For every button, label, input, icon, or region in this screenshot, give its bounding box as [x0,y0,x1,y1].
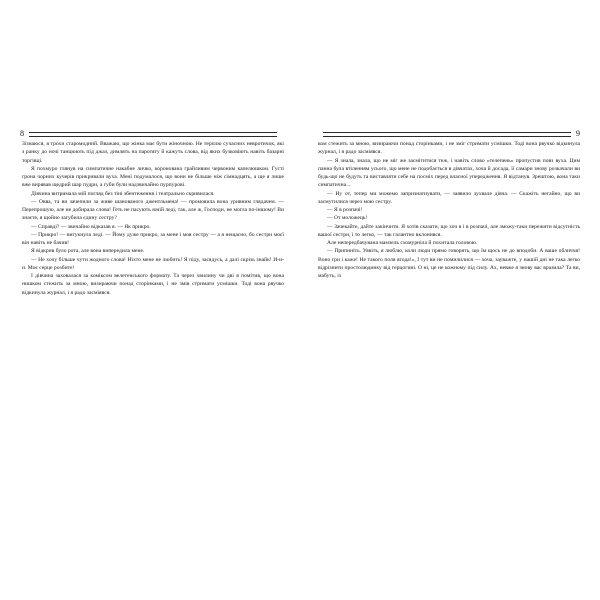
paragraph: — Овва, та ви зачепили за живе шанованого джентльмена! — промовила вона уривним глядачем. — Перепрошую, але не добирала слова! Геть не пасують юній леді, так, але ж, Господи, не могла по-іншому! Ви знаєте, я щойно загубила єдину сестру? [22,198,284,222]
paragraph: Зізнаюся, я трохи старомодний. Вважаю, що жінка має бути жіночною. Не терплю сучасних невротичок, які з ранку до ночі танцюють під джаз, димлять на паротягу й кажуть слова, від яких бузковіють навіть базарні торгівці. [22,141,284,164]
paragraph: — Ну от, тепер ми можемо запризнатиувати, — заявило зухвале дівча. — Скажіть негайно, що ви засмутилися через мою сестру. [318,190,580,205]
paragraph: ком стежить за мною, визираючи понад сторінками, і не зміг стримати усмішки. Тоді вона рвучко відкинула журнал, і я радо засміявся. [318,141,580,156]
paragraph: — Справді? — звичайно відказав я. — Як прикро. [31,223,151,230]
paragraph: — Не хочу більше чути жодного слова! Ніхто мене не любить! Я піду, засядусь, а далі скрізь знайк! И-и-и. Моє серце розбите! [22,256,284,271]
paragraph: Я відкрив було рота, але вона випередила мене. [31,248,145,255]
header-rule-left [29,132,277,137]
paragraph: — От моложець! [327,215,368,222]
paragraph: — Прикро! — вигукнула леді. — Йому дуже прикро, за мене і моя сестру — а я нещасно, бо сестри моєї він навіть не бачив! [22,231,284,246]
left-page-text [20,140,284,297]
paragraph: Дівчина витримала мій погляд без тіні збентеження і театрально скривилася. [31,190,215,197]
paragraph: — Я знала, знала, що не міг же засмітитися теж, і навіть слово «телепень» пропустив повз вуха. Цим панна була втіленням усього, що мене не подобається в дівчатах, хоча й досада, її самари знову розкачали ви будь-що не будуть та виставляти себе на посміх перед власної упередження. Я відтанув. Зрештою, вона таки симпатична... [318,157,580,189]
right-page [300,0,600,600]
left-running-head [20,128,282,140]
page-number-left: 8 [20,129,24,138]
paragraph: Я похмуро глянув на симпатичне накабне личко, коронована грайливим червоним капелюшком. Густі грона чорних кучерів прикривали вуха. Мені подумалося, що вони не більше ніж сімнадцять, а ще я лише вже вирявав щедрий шар пудри, а губи були надзвичайно пурпурові. [22,165,284,189]
page-number-right: 9 [576,129,580,138]
paragraph: — Зачекайте, дайте закінчити. Я хотів сказати, що хоч я і в розпачі, але зможу-таки пережити відсутність вашої сестри, і то легко, — так галантно вклонився. [318,223,580,238]
paragraph: І дівчина заховалася за комiксом велетенського формату. Та через хвилину чи дві я помітив, що вона нишком стежить за мною, визираючи понад сторінками, і не змів стримати усмішки. Тоді вона рвучко відкинула журнал, і я радо засміявся. [22,273,284,296]
paragraph: — Я в розпачі! [327,207,363,213]
paragraph: — Припиніть. Уявіть, я люблю, коли люди прямо говорять, що їм щось не до вподоби. А ваше обличчя! Воно гри і каже! Не такого поля ягода!», І тут ви не помилилися — хоча, зауважте, у нашій дні не така легко відрізнити простолюдинку від герцогині. О ні, це не кожному під силу. Ах, невже я знову вас вразила? Та ви, мабуть, із [318,248,580,279]
header-rule-right [323,132,571,137]
paragraph: Але непередбачувана мамзель схомурніла й похитала головою. [327,240,478,246]
right-page-text [318,140,582,280]
right-running-head [318,128,580,140]
